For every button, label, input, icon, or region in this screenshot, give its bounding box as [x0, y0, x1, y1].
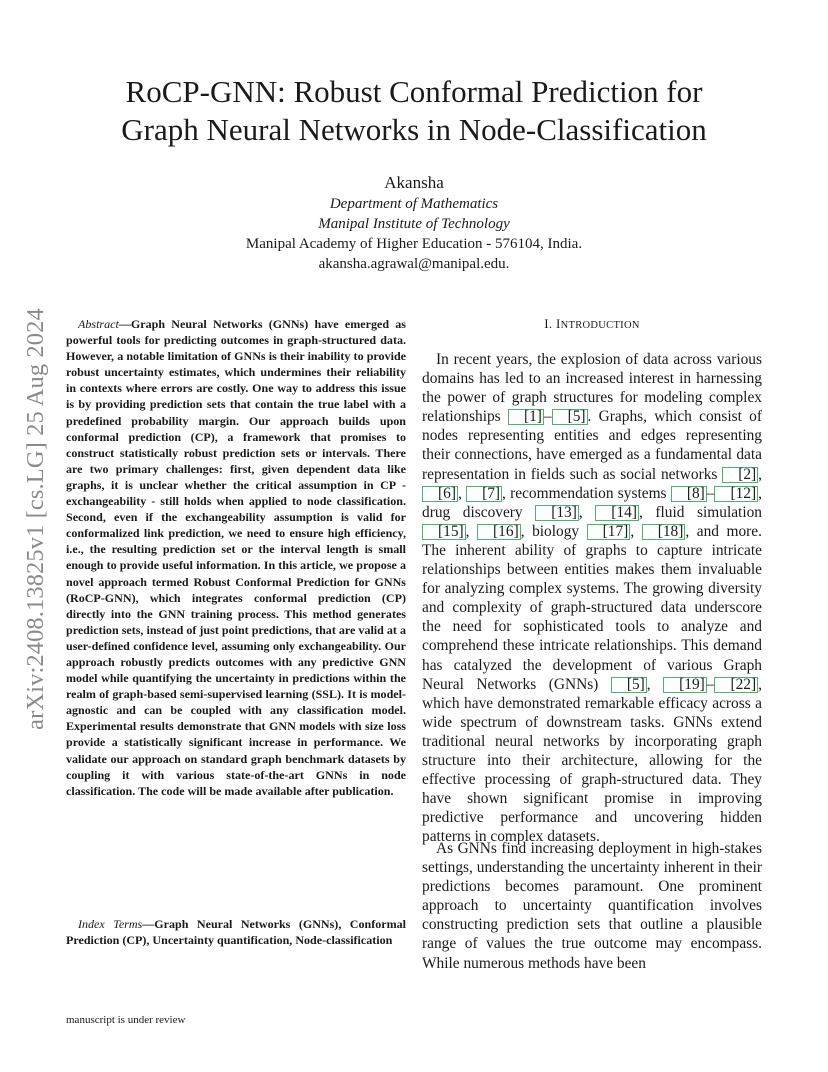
text-run: . Graphs, which consist of nodes representing entities and edges representing their connections, have emerged as a fundamental data representation in fields such as social networks [422, 408, 762, 483]
citation-link[interactable]: [19] [663, 677, 707, 693]
section-first-letter: I [555, 316, 561, 331]
text-run: , and more. The inherent ability of graphs to capture intricate relationships between entities makes them invaluable for analyzing complex systems. The growing diversity and complexity of graph-structured data underscore the need for sophisticated tools to analyze and comprehend these intricate relationships. This demand has catalyzed the development of various Graph Neural Networks (GNNs) [422, 522, 762, 693]
author-department: Department of Mathematics [329, 196, 499, 212]
title-line-1: RoCP-GNN: Robust Conformal Prediction for [125, 74, 703, 109]
citation-link[interactable]: [5] [552, 409, 588, 425]
section-heading-introduction [422, 316, 762, 334]
abstract [66, 316, 406, 799]
citation-link[interactable]: [15] [422, 524, 466, 540]
citation-link[interactable]: [8] [671, 486, 707, 502]
citation-link[interactable]: [12] [714, 486, 758, 502]
text-run: – [706, 484, 715, 502]
author-academy: Manipal Academy of Higher Education - 576104, India. [245, 236, 583, 252]
text-run: – [543, 408, 552, 426]
citation-link[interactable]: [18] [642, 524, 686, 540]
text-run: In recent years, the explosion of data across various domains has led to an increased interest in harnessing the power of graph structures for modeling complex relationships [422, 351, 762, 426]
section-title-rest: NTRODUCTION [560, 320, 640, 331]
section-numeral: I. [544, 316, 556, 331]
index-terms-label: Index Terms [78, 917, 143, 931]
index-terms [66, 916, 406, 949]
text-run: , drug discovery [422, 484, 762, 521]
text-run: , [630, 522, 642, 540]
arxiv-sidebar-stamp [6, 281, 66, 757]
text-run: , [457, 484, 467, 502]
title-line-2: Graph Neural Networks in Node-Classification [121, 112, 707, 147]
citation-link[interactable]: [16] [477, 524, 521, 540]
text-run: , biology [520, 522, 587, 540]
citation-link[interactable]: [6] [422, 486, 458, 502]
author-email[interactable]: akansha.agrawal@manipal.edu. [318, 256, 510, 272]
citation-link[interactable]: [13] [535, 505, 579, 521]
text-run: , recommendation systems [502, 484, 671, 502]
text-run: , [646, 675, 664, 693]
citation-link[interactable]: [17] [587, 524, 631, 540]
citation-link[interactable]: [2] [722, 467, 758, 483]
text-run: , [758, 465, 762, 483]
paper-title [60, 73, 768, 149]
author-name: Akansha [384, 173, 444, 192]
citation-link[interactable]: [14] [595, 505, 639, 521]
arxiv-id-text[interactable]: arXiv:2408.13825v1 [cs.LG] 25 Aug 2024 [22, 308, 49, 730]
citation-link[interactable]: [7] [466, 486, 502, 502]
author-block [100, 172, 728, 274]
abstract-label: Abstract [78, 317, 119, 331]
index-terms-text: —Graph Neural Networks (GNNs), Conformal Prediction (CP), Uncertainty quantification, Node-classification [66, 917, 407, 948]
text-run: – [706, 675, 715, 693]
citation-link[interactable]: [1] [508, 409, 544, 425]
author-institute: Manipal Institute of Technology [318, 216, 510, 232]
intro-paragraph-2: As GNNs find increasing deployment in high-stakes settings, understanding the uncertainty inherent in their predictions becomes paramount. One prominent approach to uncertainty quantification involves constructing prediction sets that outline a plausible range of values the true outcome may encompass. While numerous methods have been [422, 840, 762, 972]
abstract-text: —Graph Neural Networks (GNNs) have emerged as powerful tools for predicting outcomes in graph-structured data. However, a notable limitation of GNNs is their inability to provide robust uncertainty estimates, which undermines their reliability in contexts where errors are costly. One way to address this issue is by providing prediction sets that contain the true label with a predefined probability margin. Our approach builds upon conformal prediction (CP), a framework that promises to construct statistically robust prediction sets or intervals. There are two primary challenges: first, given dependent data like graphs, it is unclear whether the critical assumption in CP - exchangeability - still holds when applied to node classification. Second, even if the exchangeability assumption is valid for conformalized link prediction, we need to ensure high efficiency, i.e., the resulting prediction set or the interval length is small enough to provide useful information. In this article, we propose a novel approach termed Robust Conformal Prediction for GNNs (RoCP-GNN), which integrates conformal prediction (CP) directly into the GNN training process. This method generates prediction sets, instead of just point predictions, that are valid at a user-defined confidence level, assuming only exchangeability. Our approach robustly predicts outcomes with any predictive GNN model while quantifying the uncertainty in predictions within the realm of graph-based semi-supervised learning (SSL). It is model-agnostic and can be coupled with any classification model. Experimental results demonstrate that GNN models with size loss provide a statistically significant increase in performance. We validate our approach on standard graph benchmark datasets by coupling it with various state-of-the-art GNNs in node classification. The code will be made available after publication. [66, 317, 406, 798]
text-run: , fluid simulation [638, 503, 763, 521]
text-run: , which have demonstrated remarkable efficacy across a wide spectrum of downstream tasks. GNNs extend traditional neural networks by incorporating graph structure into their architecture, allowing for the effective processing of graph-structured data. They have shown significant promise in improving predictive performance and uncovering hidden patterns in complex datasets. [422, 675, 762, 846]
text-run: , [578, 503, 596, 521]
citation-link[interactable]: [5] [611, 677, 647, 693]
intro-paragraph-1 [422, 350, 762, 846]
citation-link[interactable]: [22] [714, 677, 758, 693]
text-run: , [465, 522, 478, 540]
footnote: manuscript is under review [66, 1014, 186, 1026]
